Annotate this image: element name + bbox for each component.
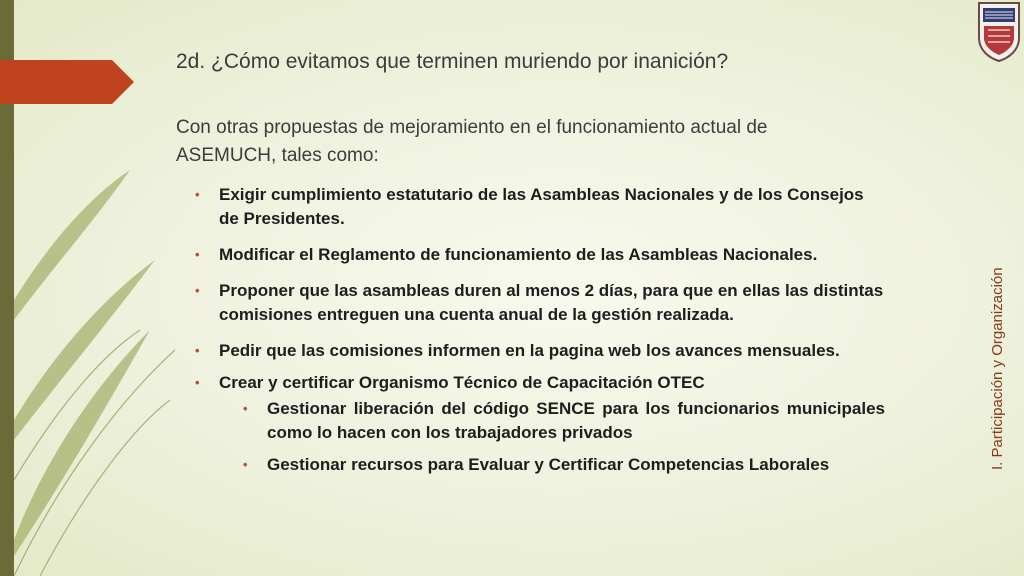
bullet-dot: • <box>195 283 200 298</box>
intro-line-2: ASEMUCH, tales como: <box>176 145 379 166</box>
sub-bullet-dot: • <box>243 457 248 472</box>
title-arrow-shape <box>0 60 134 104</box>
bullet-text: Pedir que las comisiones informen en la pagina web los avances mensuales. <box>219 341 840 360</box>
intro-line-1: Con otras propuestas de mejoramiento en el funcionamiento actual de <box>176 117 768 138</box>
bullet-item <box>195 371 885 477</box>
sub-bullet-text: Gestionar liberación del código SENCE para los funcionarios municipales como lo hacen con los trabajadores privados <box>267 399 885 442</box>
bullet-text: Exigir cumplimiento estatutario de las Asambleas Nacionales y de los Consejos de Presidentes. <box>219 185 864 228</box>
side-section-label: I. Participación y Organización <box>989 267 1006 470</box>
bullet-text: Crear y certificar Organismo Técnico de Capacitación OTEC <box>219 373 705 392</box>
bullet-item <box>195 339 885 363</box>
slide-title: 2d. ¿Cómo evitamos que terminen muriendo por inanición? <box>176 50 729 73</box>
sub-bullet-item <box>243 453 885 477</box>
shield-logo-icon <box>976 0 1022 62</box>
bullet-item <box>195 183 885 231</box>
bullet-text: Modificar el Reglamento de funcionamiento de las Asambleas Nacionales. <box>219 245 818 264</box>
intro-text <box>176 114 876 170</box>
bullet-list <box>195 183 885 477</box>
sub-bullet-item <box>243 397 885 445</box>
sub-bullet-dot: • <box>243 401 248 416</box>
sub-bullet-text: Gestionar recursos para Evaluar y Certificar Competencias Laborales <box>267 455 830 474</box>
bullet-text: Proponer que las asambleas duren al menos 2 días, para que en ellas las distintas comisiones entreguen una cuenta anual de la gestión realizada. <box>219 281 884 324</box>
bullet-dot: • <box>195 247 200 262</box>
sub-bullet-list <box>243 397 885 477</box>
bullet-item <box>195 243 885 267</box>
leaf-shape <box>14 330 150 556</box>
bullet-dot: • <box>195 343 200 358</box>
bullet-dot: • <box>195 187 200 202</box>
bullet-dot: • <box>195 375 200 390</box>
bullet-item <box>195 279 885 327</box>
